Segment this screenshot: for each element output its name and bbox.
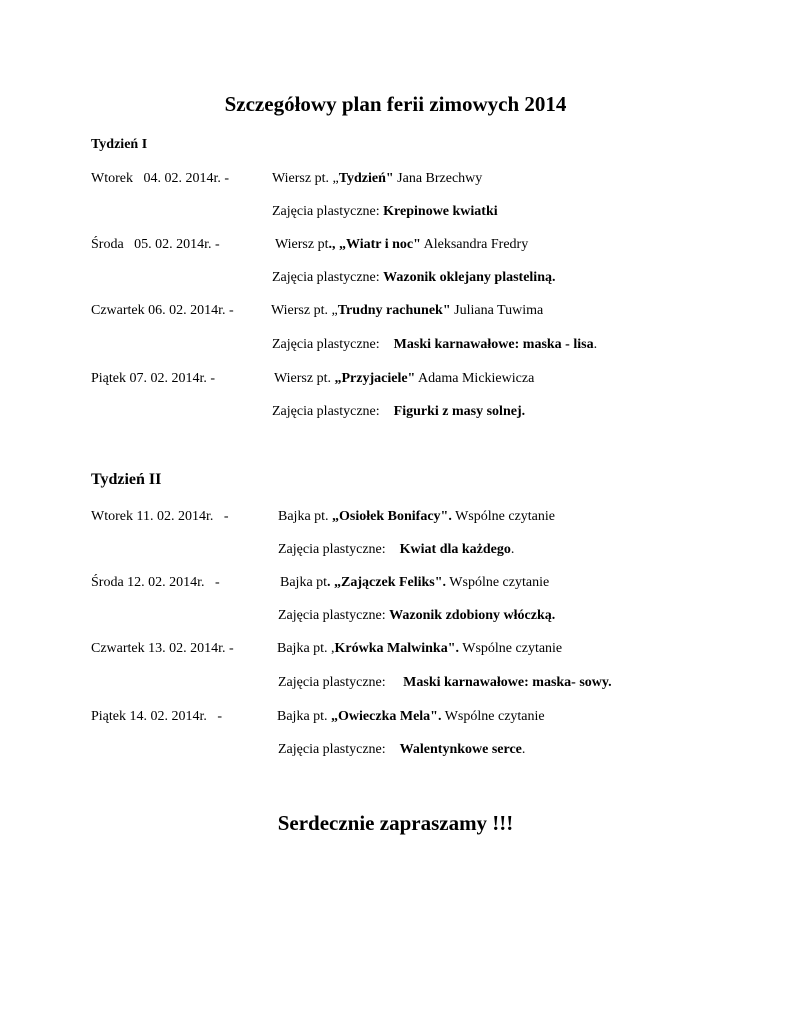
- poem-title: ., „Wiatr i noc": [328, 237, 421, 252]
- poem-author: Jana Brzechwy: [393, 171, 483, 186]
- week-1-day-4-date: Piątek 07. 02. 2014r. -: [91, 371, 216, 386]
- art-title: Maski karnawałowe: maska - lisa: [393, 337, 594, 352]
- art-title: Wazonik oklejany plasteliną.: [383, 270, 556, 285]
- week-2-day-1-date: Wtorek 11. 02. 2014r. -: [91, 509, 229, 524]
- week-2-day-1-art: [278, 541, 514, 559]
- tale-title: „Osiołek Bonifacy".: [332, 509, 452, 524]
- poem-prefix: Wiersz pt. „: [272, 171, 339, 186]
- poem-prefix: Wiersz pt. „: [271, 303, 338, 318]
- art-title: Walentynkowe serce: [399, 742, 522, 757]
- tale-suffix: Wspólne czytanie: [451, 509, 555, 524]
- week-1-day-2-art: [272, 269, 555, 287]
- tale-suffix: Wspólne czytanie: [459, 641, 563, 656]
- tale-title: „Owieczka Mela".: [331, 709, 442, 724]
- poem-author: Juliana Tuwima: [450, 303, 544, 318]
- week-2-day-3-date: Czwartek 13. 02. 2014r. -: [91, 641, 234, 656]
- art-label: Zajęcia plastyczne:: [278, 608, 390, 623]
- poem-prefix: Wiersz pt.: [274, 371, 335, 386]
- page-title: Szczegółowy plan ferii zimowych 2014: [224, 92, 567, 116]
- art-suffix: .: [593, 337, 598, 352]
- week-2-day-4-date: Piątek 14. 02. 2014r. -: [91, 709, 223, 724]
- tale-prefix: Bajka pt. ,: [277, 641, 335, 656]
- art-title: Krepinowe kwiatki: [383, 204, 498, 219]
- art-label: Zajęcia plastyczne:: [278, 542, 400, 557]
- week-2-day-4-art: [278, 741, 525, 759]
- tale-prefix: Bajka pt: [280, 575, 328, 590]
- week-1-day-1-art: [272, 203, 498, 221]
- week-1-day-2-date: Środa 05. 02. 2014r. -: [91, 237, 220, 252]
- art-label: Zajęcia plastyczne:: [278, 742, 400, 757]
- art-suffix: .: [521, 742, 526, 757]
- week-1-heading: Tydzień I: [91, 137, 148, 152]
- tale-prefix: Bajka pt.: [277, 709, 332, 724]
- week-1-day-4-art: [272, 403, 525, 421]
- week-2-day-4-tale: [277, 708, 545, 726]
- week-1-day-3-date: Czwartek 06. 02. 2014r. -: [91, 303, 234, 318]
- tale-suffix: Wspólne czytanie: [446, 575, 550, 590]
- art-title: Kwiat dla każdego: [399, 542, 511, 557]
- week-1-day-3-art: [272, 336, 597, 354]
- poem-title: Tydzień": [338, 171, 394, 186]
- week-2-day-2-tale: [280, 574, 549, 592]
- week-2-day-3-tale: [277, 640, 562, 658]
- week-1-day-4-poem: [274, 370, 534, 388]
- art-title: Figurki z masy solnej.: [393, 404, 526, 419]
- poem-title: „Przyjaciele": [334, 371, 416, 386]
- week-2-day-2-art: [278, 607, 555, 625]
- tale-prefix: Bajka pt.: [278, 509, 333, 524]
- week-2-day-3-art: [278, 674, 612, 692]
- poem-author: Aleksandra Fredry: [420, 237, 529, 252]
- art-label: Zajęcia plastyczne:: [278, 675, 404, 690]
- week-2-day-2-date: Środa 12. 02. 2014r. -: [91, 575, 220, 590]
- art-label: Zajęcia plastyczne:: [272, 337, 394, 352]
- week-2-heading: Tydzień II: [91, 471, 162, 488]
- tale-suffix: Wspólne czytanie: [441, 709, 545, 724]
- art-title: Maski karnawałowe: maska- sowy.: [403, 675, 612, 690]
- week-1-day-3-poem: [271, 302, 543, 320]
- poem-title: Trudny rachunek": [337, 303, 451, 318]
- tale-title: Krówka Malwinka".: [334, 641, 459, 656]
- week-1-day-1-date: Wtorek 04. 02. 2014r. -: [91, 171, 230, 186]
- art-label: Zajęcia plastyczne:: [272, 204, 384, 219]
- tale-title: . „Zajączek Feliks".: [327, 575, 447, 590]
- week-1-day-2-poem: [275, 236, 528, 254]
- art-label: Zajęcia plastyczne:: [272, 404, 394, 419]
- art-title: Wazonik zdobiony włóczką.: [389, 608, 556, 623]
- week-1-day-1-poem: [272, 170, 482, 188]
- week-2-day-1-tale: [278, 508, 555, 526]
- poem-author: Adama Mickiewicza: [415, 371, 535, 386]
- art-label: Zajęcia plastyczne:: [272, 270, 384, 285]
- art-suffix: .: [510, 542, 515, 557]
- closing-invitation: Serdecznie zapraszamy !!!: [277, 811, 514, 835]
- poem-prefix: Wiersz pt: [275, 237, 329, 252]
